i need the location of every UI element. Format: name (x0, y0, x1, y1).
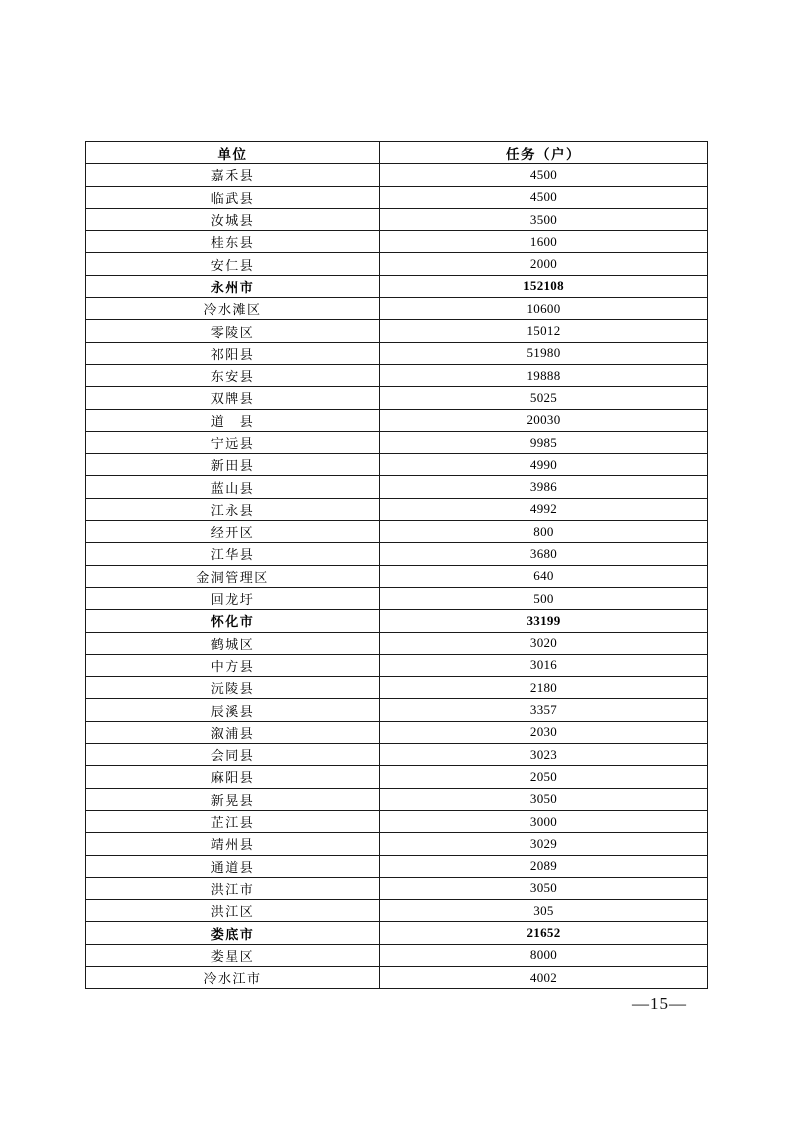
unit-cell: 汝城县 (86, 208, 380, 230)
table-row (86, 855, 708, 877)
task-value-cell: 1600 (380, 231, 708, 253)
unit-cell: 鹤城区 (86, 632, 380, 654)
unit-cell: 冷水滩区 (86, 298, 380, 320)
table-row (86, 454, 708, 476)
task-allocation-table (85, 141, 708, 989)
table-row (86, 186, 708, 208)
page-number: —15— (632, 994, 687, 1013)
unit-cell: 辰溪县 (86, 699, 380, 721)
unit-cell: 新田县 (86, 454, 380, 476)
task-value-cell: 5025 (380, 387, 708, 409)
task-value-cell: 19888 (380, 364, 708, 386)
task-value-cell: 3500 (380, 208, 708, 230)
unit-cell: 会同县 (86, 744, 380, 766)
unit-cell: 洪江市 (86, 877, 380, 899)
task-value-cell: 305 (380, 900, 708, 922)
task-value-cell: 2030 (380, 721, 708, 743)
task-value-cell: 20030 (380, 409, 708, 431)
unit-cell: 宁远县 (86, 431, 380, 453)
task-value-cell: 4500 (380, 164, 708, 186)
table-row (86, 900, 708, 922)
unit-cell: 靖州县 (86, 833, 380, 855)
unit-cell: 祁阳县 (86, 342, 380, 364)
table-row (86, 788, 708, 810)
unit-cell: 道 县 (86, 409, 380, 431)
task-value-cell: 3016 (380, 654, 708, 676)
unit-cell: 溆浦县 (86, 721, 380, 743)
table-row (86, 521, 708, 543)
table-row (86, 699, 708, 721)
task-value-cell: 33199 (380, 610, 708, 632)
unit-cell: 麻阳县 (86, 766, 380, 788)
unit-cell: 芷江县 (86, 810, 380, 832)
table-row (86, 810, 708, 832)
table-row (86, 498, 708, 520)
unit-cell: 新晃县 (86, 788, 380, 810)
task-value-cell: 3050 (380, 788, 708, 810)
task-value-cell: 51980 (380, 342, 708, 364)
table-row (86, 275, 708, 297)
task-value-cell: 3050 (380, 877, 708, 899)
task-value-cell: 3000 (380, 810, 708, 832)
table-row (86, 164, 708, 186)
task-value-cell: 2089 (380, 855, 708, 877)
task-value-cell: 4992 (380, 498, 708, 520)
table-body (86, 164, 708, 989)
table-row (86, 587, 708, 609)
table-row (86, 922, 708, 944)
task-value-cell: 500 (380, 587, 708, 609)
task-value-cell: 2000 (380, 253, 708, 275)
table-row (86, 476, 708, 498)
table-row (86, 766, 708, 788)
unit-cell: 安仁县 (86, 253, 380, 275)
task-value-cell: 8000 (380, 944, 708, 966)
table-row (86, 565, 708, 587)
table-row (86, 632, 708, 654)
unit-cell: 通道县 (86, 855, 380, 877)
task-value-cell: 4002 (380, 966, 708, 988)
unit-column-header: 单位 (86, 142, 380, 164)
table-row (86, 543, 708, 565)
table-row (86, 721, 708, 743)
task-value-cell: 4500 (380, 186, 708, 208)
task-value-cell: 3357 (380, 699, 708, 721)
table-row (86, 744, 708, 766)
unit-cell: 娄星区 (86, 944, 380, 966)
table-row (86, 654, 708, 676)
unit-cell: 东安县 (86, 364, 380, 386)
unit-cell: 回龙圩 (86, 587, 380, 609)
table-row (86, 364, 708, 386)
task-value-cell: 3023 (380, 744, 708, 766)
table-row (86, 966, 708, 988)
unit-cell: 冷水江市 (86, 966, 380, 988)
unit-cell: 桂东县 (86, 231, 380, 253)
unit-cell: 双牌县 (86, 387, 380, 409)
task-value-cell: 2180 (380, 677, 708, 699)
task-value-cell: 10600 (380, 298, 708, 320)
unit-cell: 蓝山县 (86, 476, 380, 498)
table-row (86, 833, 708, 855)
task-value-cell: 3680 (380, 543, 708, 565)
unit-cell: 江华县 (86, 543, 380, 565)
unit-cell: 怀化市 (86, 610, 380, 632)
unit-cell: 零陵区 (86, 320, 380, 342)
unit-cell: 经开区 (86, 521, 380, 543)
unit-cell: 洪江区 (86, 900, 380, 922)
table-row (86, 342, 708, 364)
unit-cell: 临武县 (86, 186, 380, 208)
table-row (86, 208, 708, 230)
task-value-cell: 15012 (380, 320, 708, 342)
table-row (86, 877, 708, 899)
unit-cell: 金洞管理区 (86, 565, 380, 587)
unit-cell: 江永县 (86, 498, 380, 520)
task-value-cell: 4990 (380, 454, 708, 476)
task-value-cell: 800 (380, 521, 708, 543)
table-row (86, 298, 708, 320)
unit-cell: 永州市 (86, 275, 380, 297)
task-value-cell: 2050 (380, 766, 708, 788)
table-row (86, 387, 708, 409)
table-row (86, 944, 708, 966)
task-value-cell: 3986 (380, 476, 708, 498)
task-value-cell: 9985 (380, 431, 708, 453)
task-value-cell: 3029 (380, 833, 708, 855)
task-value-cell: 152108 (380, 275, 708, 297)
task-value-cell: 3020 (380, 632, 708, 654)
table-row (86, 409, 708, 431)
task-column-header: 任务（户） (380, 142, 708, 164)
table-header-row (86, 142, 708, 164)
table-row (86, 431, 708, 453)
table-row (86, 231, 708, 253)
task-value-cell: 21652 (380, 922, 708, 944)
unit-cell: 娄底市 (86, 922, 380, 944)
task-value-cell: 640 (380, 565, 708, 587)
unit-cell: 沅陵县 (86, 677, 380, 699)
table-row (86, 253, 708, 275)
table-row (86, 320, 708, 342)
table-row (86, 677, 708, 699)
unit-cell: 中方县 (86, 654, 380, 676)
unit-cell: 嘉禾县 (86, 164, 380, 186)
table-row (86, 610, 708, 632)
